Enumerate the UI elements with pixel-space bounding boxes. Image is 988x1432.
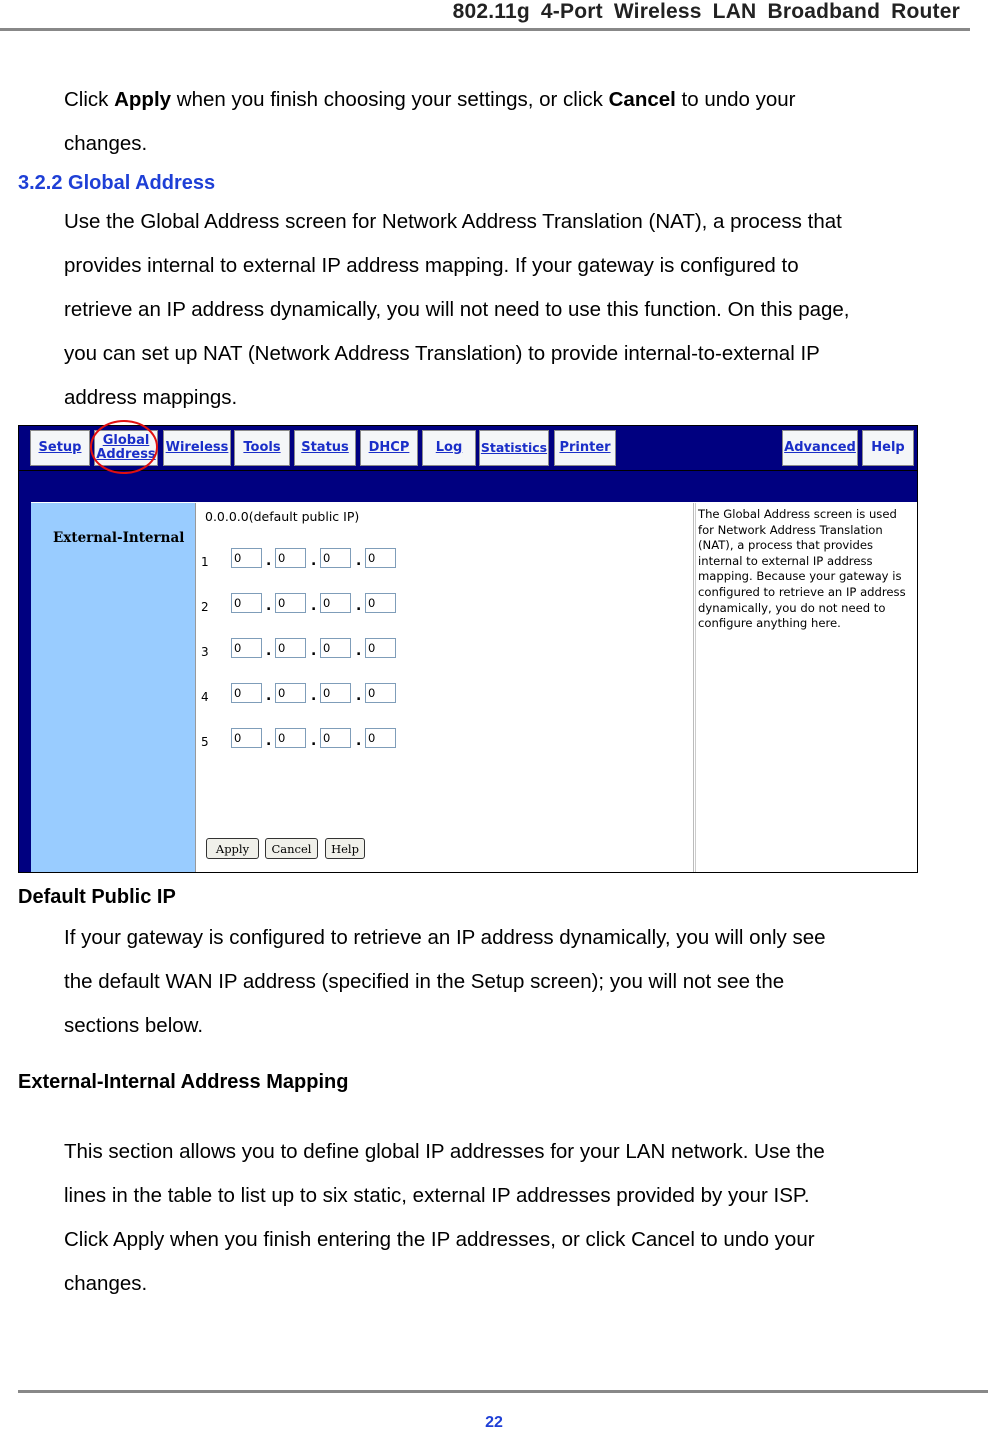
default-public-ip-heading: Default Public IP (18, 886, 176, 908)
address-form (197, 503, 694, 873)
page-number: 22 (485, 1414, 503, 1431)
ip-dot: . (356, 598, 362, 614)
nav-setup[interactable]: Setup (30, 430, 90, 466)
ip-octet-1[interactable] (231, 593, 262, 613)
cancel-button[interactable]: Cancel (265, 838, 318, 859)
row-number: 5 (201, 735, 209, 749)
section-line-2: provides internal to external IP address mapping. If your gateway is configured to (64, 254, 799, 277)
ip-octet-3[interactable] (320, 593, 351, 613)
ip-octet-4[interactable] (365, 548, 396, 568)
ip-octet-2[interactable] (275, 548, 306, 568)
ip-dot: . (266, 643, 272, 659)
ip-octet-4[interactable] (365, 683, 396, 703)
left-panel (31, 503, 196, 873)
ip-octet-3[interactable] (320, 683, 351, 703)
row-number: 3 (201, 645, 209, 659)
help-text: The Global Address screen is used for Network Address Translation (NAT), a process that provides internal to external IP address mapping. Because your gateway is configured to retrieve an IP address dynamically, you do not need to configure anything here. (698, 507, 906, 631)
ip-octet-2[interactable] (275, 683, 306, 703)
help-panel (695, 503, 918, 873)
section-title: 3.2.2 Global Address (18, 172, 216, 194)
ip-dot: . (266, 688, 272, 704)
default-ip-line-1: If your gateway is configured to retrieve an IP address dynamically, you will only see (64, 926, 826, 949)
section-line-4: you can set up NAT (Network Address Translation) to provide internal-to-external IP (64, 342, 820, 365)
intro-suffix: to undo your (675, 88, 796, 111)
intro-prefix: Click (64, 88, 115, 111)
external-internal-label: External-Internal (53, 530, 185, 546)
content-area (31, 502, 917, 873)
default-public-ip-text: 0.0.0.0(default public IP) (205, 509, 360, 524)
ip-octet-1[interactable] (231, 728, 262, 748)
nav-printer[interactable]: Printer (554, 430, 616, 466)
header-divider (0, 28, 970, 31)
ip-octet-2[interactable] (275, 638, 306, 658)
ip-dot: . (266, 598, 272, 614)
nav-dhcp[interactable]: DHCP (360, 430, 418, 466)
ip-octet-3[interactable] (320, 728, 351, 748)
default-ip-line-3: sections below. (64, 1014, 204, 1037)
intro-line-2: changes. (64, 132, 148, 155)
ip-dot: . (266, 733, 272, 749)
nav-statistics[interactable]: Statistics (479, 430, 549, 466)
ip-dot: . (311, 688, 317, 704)
mapping-line-4: changes. (64, 1272, 148, 1295)
ip-dot: . (356, 553, 362, 569)
ip-dot: . (311, 733, 317, 749)
help-button[interactable]: Help (325, 838, 365, 859)
ip-octet-2[interactable] (275, 593, 306, 613)
footer-divider (18, 1390, 988, 1393)
intro-line-1 (64, 78, 796, 122)
ip-octet-2[interactable] (275, 728, 306, 748)
row-number: 2 (201, 600, 209, 614)
ip-octet-1[interactable] (231, 548, 262, 568)
intro-middle: when you finish choosing your settings, or click (171, 88, 609, 111)
mapping-line-2: lines in the table to list up to six static, external IP addresses provided by your ISP. (64, 1184, 810, 1207)
intro-apply-word: Apply (114, 88, 172, 111)
ip-octet-1[interactable] (231, 638, 262, 658)
default-ip-line-2: the default WAN IP address (specified in the Setup screen); you will not see the (64, 970, 785, 993)
ip-octet-4[interactable] (365, 638, 396, 658)
highlight-circle (90, 420, 158, 474)
nav-advanced[interactable]: Advanced (782, 430, 858, 466)
ip-octet-3[interactable] (320, 638, 351, 658)
ip-dot: . (266, 553, 272, 569)
mapping-line-1: This section allows you to define global IP addresses for your LAN network. Use the (64, 1140, 825, 1163)
row-number: 1 (201, 555, 209, 569)
nav-global-address[interactable]: Global Address (94, 430, 158, 466)
ip-dot: . (311, 598, 317, 614)
ip-octet-1[interactable] (231, 683, 262, 703)
ip-dot: . (311, 643, 317, 659)
nav-wireless[interactable]: Wireless (163, 430, 231, 466)
section-line-3: retrieve an IP address dynamically, you will not need to use this function. On this page, (64, 298, 850, 321)
ip-octet-4[interactable] (365, 728, 396, 748)
nav-log[interactable]: Log (422, 430, 476, 466)
mapping-line-3: Click Apply when you finish entering the IP addresses, or click Cancel to undo your (64, 1228, 815, 1251)
section-line-1: Use the Global Address screen for Network Address Translation (NAT), a process that (64, 210, 842, 233)
router-ui-screenshot (18, 425, 918, 873)
ip-octet-4[interactable] (365, 593, 396, 613)
ip-dot: . (356, 688, 362, 704)
ip-octet-3[interactable] (320, 548, 351, 568)
nav-help[interactable]: Help (862, 430, 914, 466)
ip-dot: . (356, 733, 362, 749)
mapping-heading: External-Internal Address Mapping (18, 1071, 349, 1093)
apply-button[interactable]: Apply (206, 838, 259, 859)
section-line-5: address mappings. (64, 386, 238, 409)
ip-dot: . (356, 643, 362, 659)
row-number: 4 (201, 690, 209, 704)
document-header-title: 802.11g 4-Port Wireless LAN Broadband Router (452, 0, 960, 23)
nav-tools[interactable]: Tools (234, 430, 290, 466)
ip-dot: . (311, 553, 317, 569)
nav-band (19, 470, 918, 498)
intro-cancel-word: Cancel (608, 88, 676, 111)
nav-status[interactable]: Status (294, 430, 356, 466)
